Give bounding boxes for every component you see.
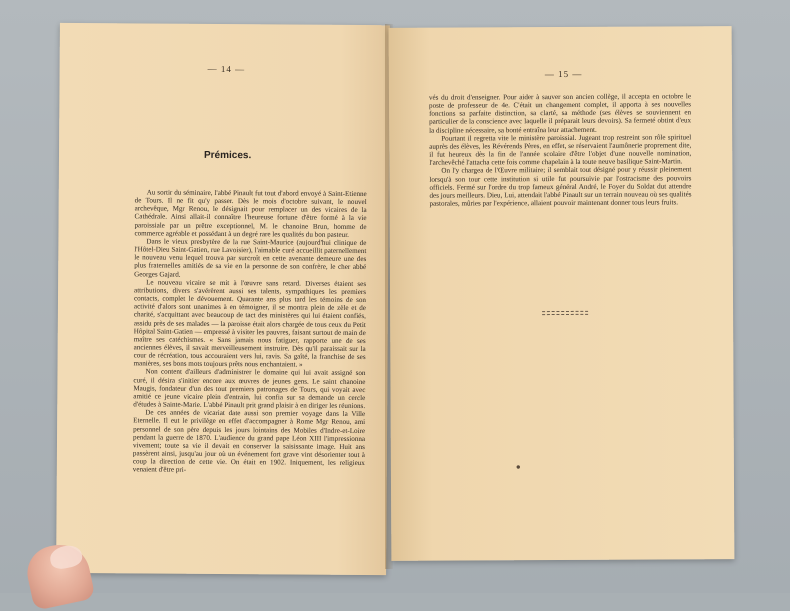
paragraph: Pourtant il regretta vite le ministère paroissial. Jugeant trop restreint son rôle spirituel auprès des élèves, les Révérends Pères, en effet, se réservaient l'aumônerie proprement dite, il fut heureux dès la fin de l'année scolaire d'être l'objet d'une nouvelle nomination, l'archevêché l'attacha cette fois comme chapelain à la toute neuve basilique Saint-Martin. (429, 133, 692, 167)
section-divider (542, 311, 588, 312)
paragraph: vés du droit d'enseigner. Pour aider à sauver son ancien collège, il accepta en octobre le poste de professeur de 4e. C'était un changement complet, il apporta à ses nouvelles fonctions sa parfaite distinction, sa clarté, sa méthode (ses élèves se souviennent en particulier de la conscience avec laquelle il préparait leurs devoirs). Sa fermeté obtint d'eux la discipline nécessaire, sa bonté entraîna leur attachement. (428, 92, 692, 135)
section-heading: Prémices. (203, 149, 252, 162)
paragraph: Au sortir du séminaire, l'abbé Pinault fut tout d'abord envoyé à Saint-Etienne de Tours. Il ne fit qu'y passer. Dès le mois d'octobre suivant, le nouvel archevêque, Mgr Renou, le désignait pour remplacer un des vicaires de la Cathédrale. Ainsi allait-il connaître l'heureuse fortune d'être formé à la vie paroissiale par un prêtre exceptionnel, M. le chanoine Brun, homme de commerce agréable et possédant à un degré rare les qualités du bon pasteur. (134, 188, 367, 239)
paragraph: De ces années de vicariat date aussi son premier voyage dans la Ville Eternelle. Il eut le privilège en effet d'accompagner à Rome Mgr Renou, ami personnel de son père depuis les jours lointains des Mobiles d'Indre-et-Loire pendant la guerre de 1870. L'audience du grand pape Léon XIII l'impressionna vivement; toute sa vie il devait en conserver la saisissante image. Huit ans passèrent ainsi, jusqu'au jour où un événement fort grave vint désorienter tout à coup la direction de cette vie. On était en 1902. Iniquement, les religieux venaient d'être pri- (132, 408, 366, 475)
left-page (56, 23, 390, 575)
paragraph: On l'y chargea de l'Œuvre militaire; il semblait tout désigné pour y réussir pleinement lorsqu'à son tour cette institution si utile fut poursuivie par l'ostracisme des pouvoirs officiels. Fermé sur l'ordre du trop fameux général André, le Foyer du Soldat dut attendre des jours meilleurs. Dieu, Lui, attendait l'abbé Pinault sur un terrain nouveau où ses qualités pastorales, mûries par l'expérience, allaient pouvoir maintenant donner tous leurs fruits. (429, 165, 692, 208)
right-page (389, 26, 735, 561)
left-page-number: — 14 — (207, 63, 246, 75)
paragraph: Dans le vieux presbytère de la rue Saint-Maurice (aujourd'hui clinique de l'Hôtel-Dieu Saint-Gatien, rue Lavoisier), l'aimable curé accueillit paternellement le nouveau venu lequel trouva par surcroît en cette avenante demeure une des plus fraternelles amitiés de sa vie en la personne de son confrère, le cher abbé Georges Gajard. (134, 237, 367, 279)
section-divider-lower (542, 314, 588, 315)
paragraph: Le nouveau vicaire se mit à l'œuvre sans retard. Diverses étaient ses attributions, divers s'avérèrent aussi ses talents, sympathiques les premiers contacts, complet le dévouement. Quarante ans plus tard les témoins de son activité d'alors sont unanimes à en témoigner, il se montra plein de zèle et de charité, s'acquittant avec beaucoup de tact des ministères qui lui étaient confiés, assidu près de ses malades — la paroisse était alors chargée de tous ceux du Petit Hôpital Saint-Gatien — empressé à visiter les pauvres, faisant surtout de main de maître ses catéchismes. « Sans jamais nous fatiguer, rapporte une de ses anciennes élèves, il savait merveilleusement instruire. Dès qu'il paraissait sur la cour de récréation, tous accouraient vers lui, ravis. Sa gaîté, la franchise de ses manières, ses bons mots toujours prêts nous enchantaient. » (133, 278, 367, 369)
left-text-column (133, 188, 367, 475)
paragraph: Non content d'ailleurs d'administrer le domaine qui lui avait assigné son curé, il désira s'initier encore aux œuvres de jeunes gens. Le saint chanoine Maugis, fondateur d'un des tout premiers patronages de Tours, qui voyait avec amitié ce jeune vicaire plein d'entrain, lui confia sur sa demande un cercle d'études à Sainte-Marie. L'abbé Pinault prit grand plaisir à en diriger les réunions. (133, 367, 366, 411)
right-text-column (429, 92, 692, 208)
right-page-number: — 15 — (544, 68, 583, 80)
printer-mark: ● (515, 462, 521, 472)
